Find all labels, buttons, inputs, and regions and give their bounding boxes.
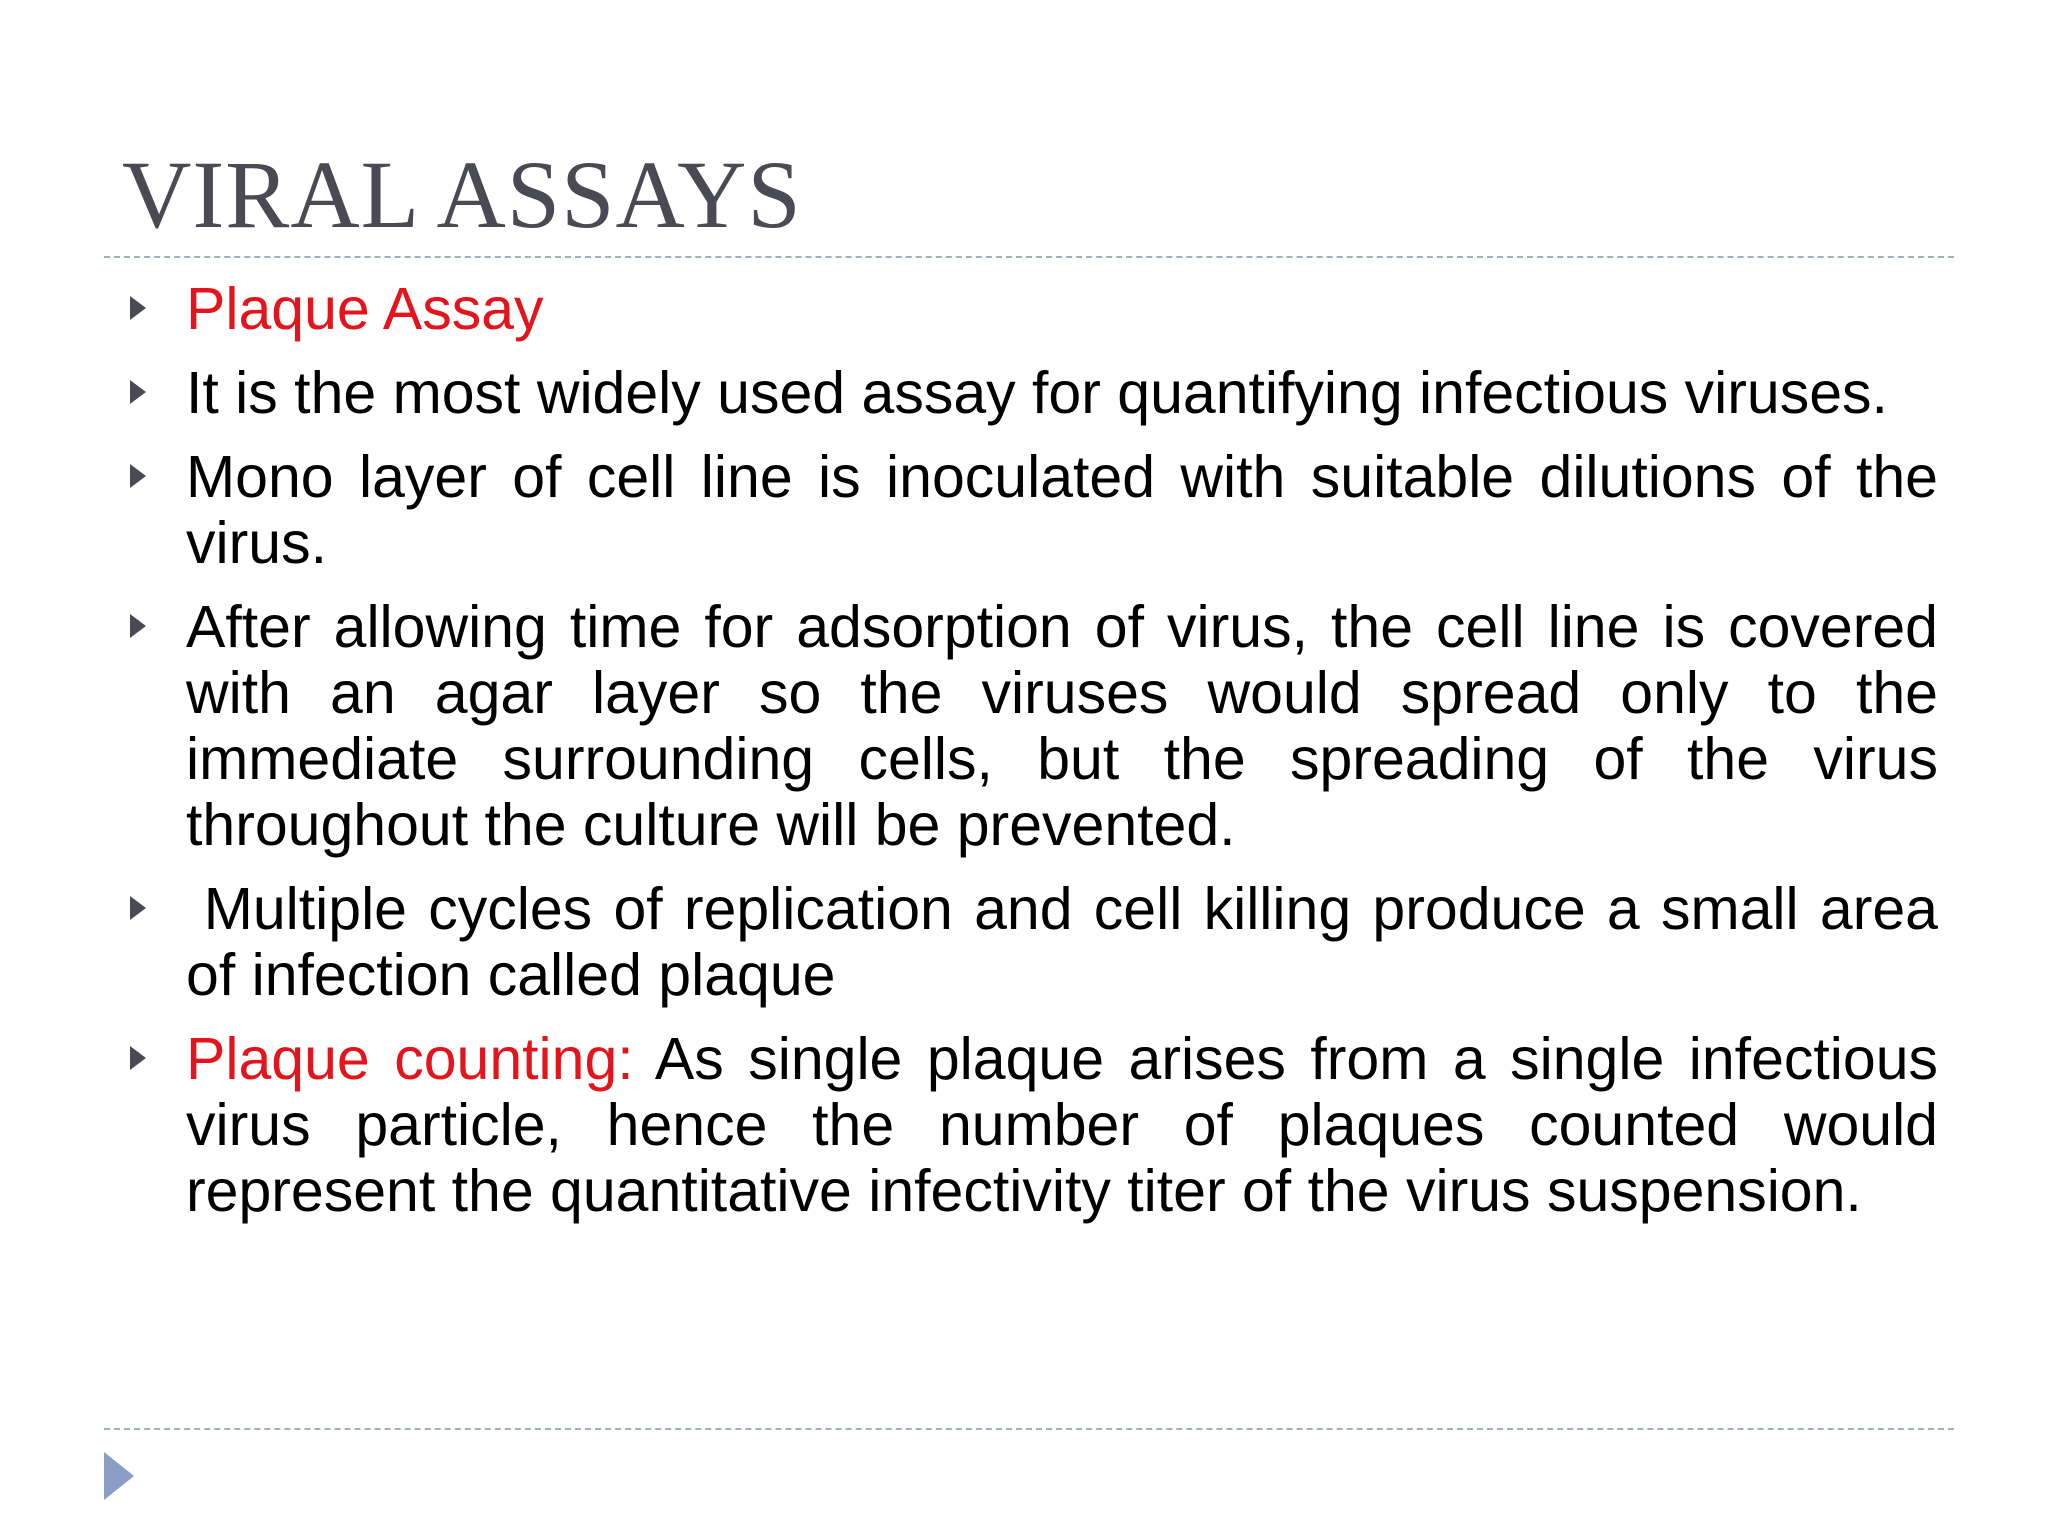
triangle-bullet-icon [130,296,146,320]
bullet-item-multiple-cycles [126,876,1938,1008]
triangle-bullet-icon [130,380,146,404]
bullet-highlight: Plaque Assay [186,276,544,342]
triangle-bullet-icon [130,614,146,638]
triangle-bullet-icon [130,464,146,488]
next-arrow-icon[interactable] [104,1452,134,1500]
bullet-text: As single plaque arises from a single infectious virus particle, hence the number of plaques counted would represent the quantitative infectivity titer of the virus suspension. [186,1026,1939,1224]
bullet-item-widely-used [126,360,1938,426]
bullet-text: Multiple cycles of replication and cell killing produce a small area of infection called plaque [186,876,1938,1008]
title-divider [104,256,1954,258]
bullet-list [126,276,1938,1242]
triangle-bullet-icon [130,1046,146,1070]
bullet-item-mono-layer [126,444,1938,576]
bullet-item-plaque-assay [126,276,1938,342]
bullet-highlight: Plaque counting: [186,1026,634,1092]
bullet-item-adsorption [126,594,1938,858]
bullet-item-plaque-counting [126,1026,1938,1224]
slide-title: VIRAL ASSAYS [122,141,802,248]
bullet-text: It is the most widely used assay for quantifying infectious viruses. [186,360,1888,426]
bullet-text: Mono layer of cell line is inoculated with suitable dilutions of the virus. [186,444,1938,576]
triangle-bullet-icon [130,896,146,920]
bullet-text: After allowing time for adsorption of virus, the cell line is covered with an agar layer so the viruses would spread only to the immediate surrounding cells, but the spreading of the virus throughout the culture will be prevented. [186,594,1938,858]
footer-divider [104,1428,1954,1430]
